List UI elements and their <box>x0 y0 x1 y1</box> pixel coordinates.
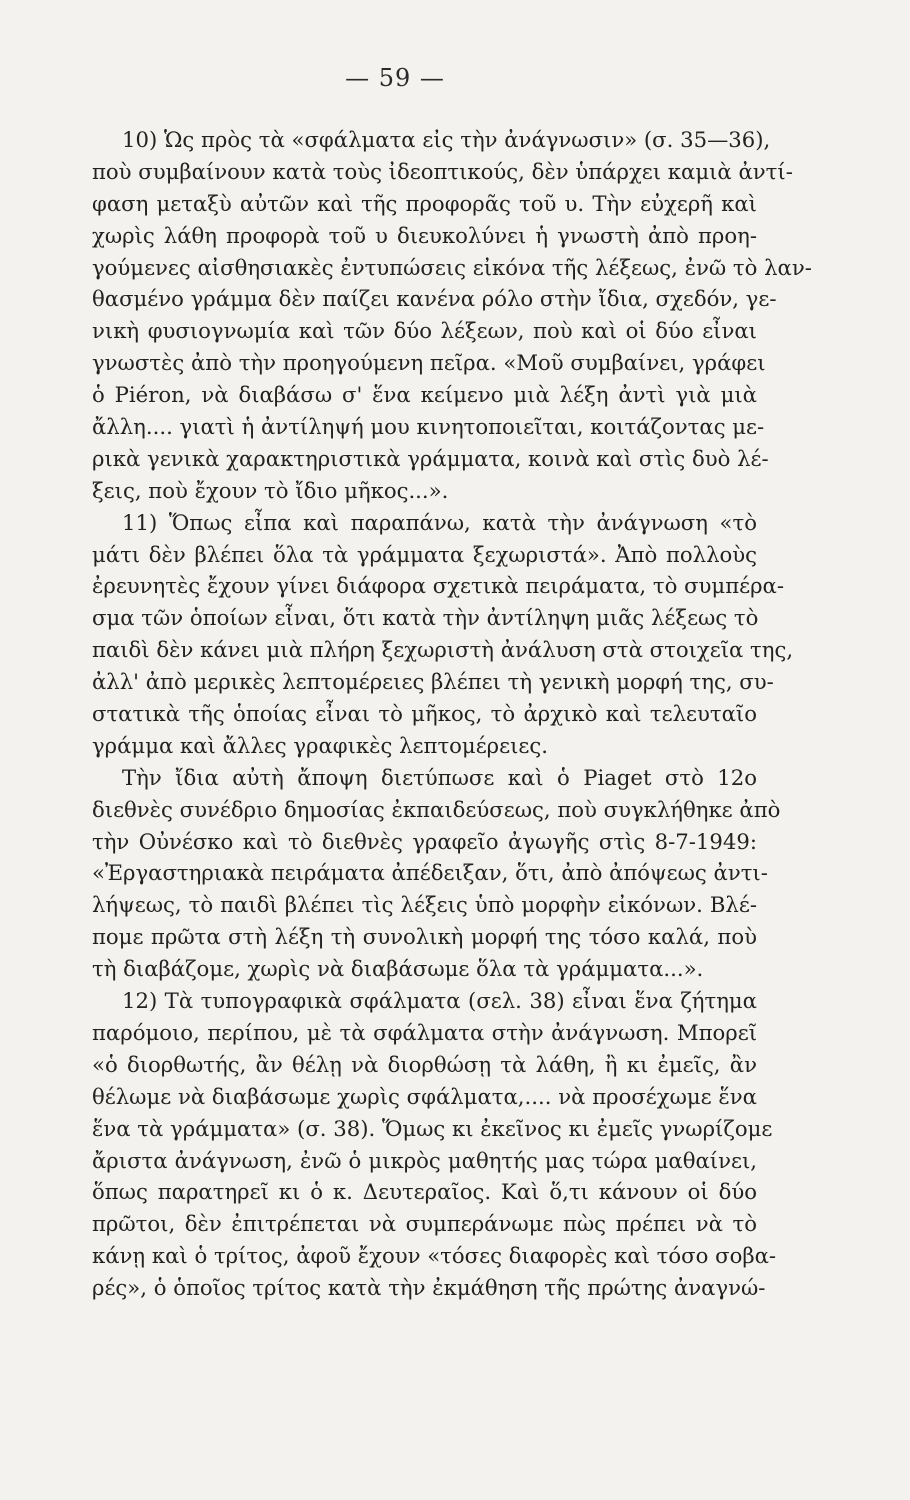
text-line: πρῶτοι, δὲν ἐπιτρέπεται νὰ συμπεράνωμε πὼς πρέπει νὰ τὸ <box>92 1211 757 1237</box>
text-line: «ὁ διορθωτής, ἂν θέλῃ νὰ διορθώσῃ τὰ λάθη, ἢ κι ἐμεῖς, ἂν <box>92 1051 757 1077</box>
text-line: ρές», ὁ ὁποῖος τρίτος κατὰ τὴν ἐκμάθηση τῆς πρώτης ἀναγνώ- <box>92 1275 766 1301</box>
text-line: νικὴ φυσιογνωμία καὶ τῶν δύο λέξεων, ποὺ καὶ οἱ δύο εἶναι <box>92 318 757 344</box>
text-line: «Ἐργαστηριακὰ πειράματα ἀπέδειξαν, ὅτι, ἀπὸ ἀπόψεως ἀντι- <box>92 860 768 886</box>
text-line: ξεις, ποὺ ἔχουν τὸ ἴδιο μῆκος...». <box>92 477 449 503</box>
text-line: 12) Τὰ τυπογραφικὰ σφάλματα (σελ. 38) εἶναι ἕνα ζήτημα <box>122 988 757 1014</box>
text-line: 10) Ὡς πρὸς τὰ «σφάλματα εἰς τὴν ἀνάγνωσιν» (σ. 35—36), <box>122 127 771 152</box>
text-line: στατικὰ τῆς ὁποίας εἶναι τὸ μῆκος, τὸ ἀρχικὸ καὶ τελευταῖο <box>92 701 757 727</box>
text-line: φαση μεταξὺ αὐτῶν καὶ τῆς προφορᾶς τοῦ υ. Τὴν εὐχερῆ καὶ <box>92 190 757 216</box>
text-line: ἄριστα ἀνάγνωση, ἐνῶ ὁ μικρὸς μαθητής μας τώρα μαθαίνει, <box>92 1147 757 1173</box>
text-line: χωρὶς λάθη προφορὰ τοῦ υ διευκολύνει ἡ γνωστὴ ἀπὸ προη- <box>92 222 757 248</box>
text-line: πομε πρῶτα στὴ λέξη τὴ συνολικὴ μορφή της τόσο καλά, ποὺ <box>92 924 757 950</box>
body-text <box>92 124 812 1304</box>
text-line: σμα τῶν ὁποίων εἶναι, ὅτι κατὰ τὴν ἀντίληψη μιᾶς λέξεως τὸ <box>92 605 759 631</box>
text-line: λήψεως, τὸ παιδὶ βλέπει τὶς λέξεις ὑπὸ μορφὴν εἰκόνων. Βλέ- <box>92 892 757 918</box>
text-line: διεθνὲς συνέδριο δημοσίας ἐκπαιδεύσεως, ποὺ συγκλήθηκε ἀπὸ <box>92 796 781 822</box>
text-line: ἕνα τὰ γράμματα» (σ. 38). Ὅμως κι ἐκεῖνος κι ἐμεῖς γνωρίζομε <box>92 1115 773 1141</box>
paragraph-piaget <box>92 762 781 985</box>
text-line: θασμένο γράμμα δὲν παίζει κανένα ρόλο στὴν ἴδια, σχεδόν, γε- <box>92 286 777 312</box>
text-line: τὴ διαβάζομε, χωρὶς νὰ διαβάσωμε ὅλα τὰ γράμματα...». <box>92 956 704 982</box>
text-line: παρόμοιο, περίπου, μὲ τὰ σφάλματα στὴν ἀνάγνωση. Μπορεῖ <box>92 1019 757 1045</box>
text-line: μάτι δὲν βλέπει ὅλα τὰ γράμματα ξεχωριστά». Ἀπὸ πολλοὺς <box>92 541 757 567</box>
text-line: 11) Ὅπως εἶπα καὶ παραπάνω, κατὰ τὴν ἀνάγνωση «τὸ <box>122 509 757 535</box>
text-line: παιδὶ δὲν κάνει μιὰ πλήρη ξεχωριστὴ ἀνάλυση στὰ στοιχεῖα της, <box>92 637 794 663</box>
text-line: τὴν Οὐνέσκο καὶ τὸ διεθνὲς γραφεῖο ἀγωγῆς στὶς 8-7-1949: <box>92 828 757 854</box>
text-line: ἐρευνητὲς ἔχουν γίνει διάφορα σχετικὰ πειράματα, τὸ συμπέρα- <box>92 573 785 599</box>
text-line: γνωστὲς ἀπὸ τὴν προηγούμενη πεῖρα. «Μοῦ συμβαίνει, γράφει <box>92 350 766 376</box>
text-line: γράμμα καὶ ἄλλες γραφικὲς λεπτομέρειες. <box>92 732 548 758</box>
text-line: Τὴν ἴδια αὐτὴ ἄποψη διετύπωσε καὶ ὁ Piaget στὸ 12ο <box>122 764 757 790</box>
paragraph-10 <box>92 124 812 507</box>
text-line: ἀλλ' ἀπὸ μερικὲς λεπτομέρειες βλέπει τὴ γενικὴ μορφή της, συ- <box>92 669 774 695</box>
paragraph-11 <box>92 507 794 762</box>
page-number: — 59 — <box>345 64 445 92</box>
text-line: ποὺ συμβαίνουν κατὰ τοὺς ἰδεοπτικούς, δὲν ὑπάρχει καμιὰ ἀντί- <box>92 158 793 184</box>
paragraph-12 <box>92 985 777 1304</box>
text-line: κάνῃ καὶ ὁ τρίτος, ἀφοῦ ἔχουν «τόσες διαφορὲς καὶ τόσο σοβα- <box>92 1243 777 1269</box>
text-line: ἄλλη.... γιατὶ ἡ ἀντίληψή μου κινητοποιεῖται, κοιτάζοντας με- <box>92 414 765 440</box>
text-line: θέλωμε νὰ διαβάσωμε χωρὶς σφάλματα,.... νὰ προσέχωμε ἕνα <box>92 1083 757 1109</box>
text-line: ὅπως παρατηρεῖ κι ὁ κ. Δευτεραῖος. Καὶ ὅ,τι κάνουν οἱ δύο <box>92 1179 757 1205</box>
text-line: ὁ Piéron, νὰ διαβάσω σ' ἕνα κείμενο μιὰ λέξη ἀντὶ γιὰ μιὰ <box>92 382 757 408</box>
text-line: ρικὰ γενικὰ χαρακτηριστικὰ γράμματα, κοινὰ καὶ στὶς δυὸ λέ- <box>92 445 769 471</box>
text-line: γούμενες αἰσθησιακὲς ἐντυπώσεις εἰκόνα τῆς λέξεως, ἐνῶ τὸ λαν- <box>92 254 812 280</box>
